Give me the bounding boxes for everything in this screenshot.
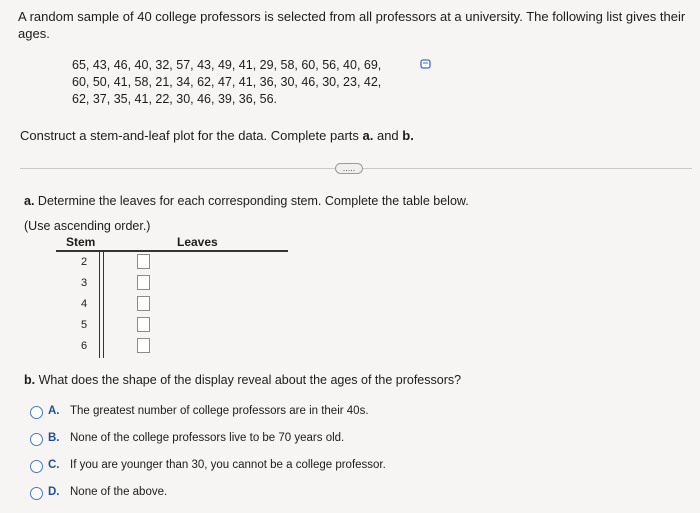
option-text: None of the above. <box>70 486 168 498</box>
problem-intro: A random sample of 40 college professors is selected from all professors at a university. The following list gives their ages. <box>18 9 686 41</box>
table-row <box>56 273 288 294</box>
radio-button[interactable] <box>30 433 43 446</box>
leaves-input-stem-5[interactable] <box>137 317 150 332</box>
radio-button[interactable] <box>30 487 43 500</box>
radio-button[interactable] <box>30 406 43 419</box>
ages-line: 65, 43, 46, 40, 32, 57, 43, 49, 41, 29, 58, 60, 56, 40, 69, <box>72 58 382 72</box>
option-text: If you are younger than 30, you cannot be a college professor. <box>70 459 386 471</box>
instruction-text: Construct a stem-and-leaf plot for the data. Complete parts <box>20 128 363 143</box>
stem-value: 4 <box>80 298 88 310</box>
leaves-input-stem-3[interactable] <box>137 275 150 290</box>
instruction <box>20 128 414 143</box>
ages-line: 60, 50, 41, 58, 21, 34, 62, 47, 41, 36, 30, 46, 30, 23, 42, <box>72 75 382 89</box>
part-b-text: What does the shape of the display reveal about the ages of the professors? <box>35 373 462 387</box>
ages-data <box>72 57 381 108</box>
leaves-header: Leaves <box>177 235 218 249</box>
stem-header: Stem <box>66 235 96 249</box>
stem-value: 2 <box>80 256 88 268</box>
table-row <box>56 294 288 315</box>
instruction-part-a: a. <box>362 128 374 143</box>
part-a-prompt <box>24 194 469 208</box>
instruction-part-b: b. <box>402 128 414 143</box>
part-b-prompt <box>24 373 461 387</box>
table-row <box>56 315 288 336</box>
expand-more-button[interactable]: ..... <box>335 163 363 174</box>
part-b-label: b. <box>24 373 36 387</box>
leaves-input-stem-4[interactable] <box>137 296 150 311</box>
table-row <box>56 336 288 357</box>
copy-icon[interactable] <box>420 58 432 70</box>
part-a-text: Determine the leaves for each corresponding stem. Complete the table below. <box>34 194 469 208</box>
radio-button[interactable] <box>30 460 43 473</box>
leaves-input-stem-6[interactable] <box>137 338 150 353</box>
option-text: None of the college professors live to be 70 years old. <box>70 432 345 444</box>
option-text: The greatest number of college professors are in their 40s. <box>70 405 369 417</box>
instruction-and: and <box>373 128 403 143</box>
option-letter: B. <box>48 432 60 444</box>
stem-value: 6 <box>80 340 88 352</box>
leaves-input-stem-2[interactable] <box>137 254 150 269</box>
option-letter: D. <box>48 486 60 498</box>
ages-line: 62, 37, 35, 41, 22, 30, 46, 39, 36, 56. <box>72 92 278 106</box>
option-letter: A. <box>48 405 60 417</box>
table-row <box>56 252 288 273</box>
stem-value: 5 <box>80 319 88 331</box>
stem-value: 3 <box>80 277 88 289</box>
option-letter: C. <box>48 459 60 471</box>
ascending-hint: (Use ascending order.) <box>24 219 151 233</box>
part-a-label: a. <box>24 194 35 208</box>
stem-leaf-table <box>56 252 288 357</box>
